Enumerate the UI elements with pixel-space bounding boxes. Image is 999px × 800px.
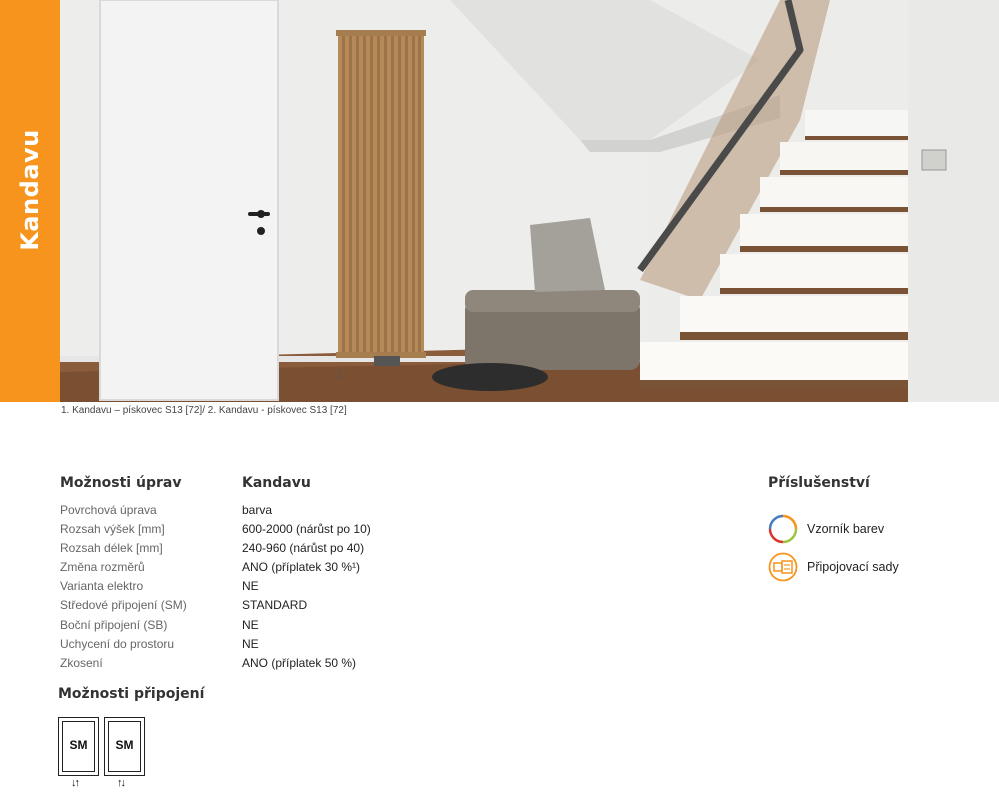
product-photo [60,0,999,402]
connection-heading: Možnosti připojení [58,686,205,702]
spec-value: barva [242,503,273,517]
side-tab [0,0,60,402]
photo-number-label: 2. [338,370,346,381]
spec-label: Varianta elektro [60,579,144,593]
photo-caption: 1. Kandavu – pískovec S13 [72]/ 2. Kandavu - pískovec S13 [72] [61,405,347,416]
connection-kit-icon [768,552,798,582]
color-swatch-icon [768,514,798,544]
product-heading: Kandavu [242,475,311,491]
interior-illustration [60,0,999,402]
spec-value: NE [242,579,259,593]
connection-type-label: SM [69,738,88,752]
spec-label: Boční připojení (SB) [60,618,168,632]
accessory-label: Vzorník barev [807,522,885,536]
spec-value: ANO (příplatek 30 %¹) [242,560,361,574]
connection-type-label: SM [115,738,134,752]
spec-value: NE [242,618,259,632]
options-heading: Možnosti úprav [60,475,182,491]
spec-label: Rozsah výšek [mm] [60,522,165,536]
spec-value: NE [242,637,259,651]
connection-diagram-sm-2 [104,717,145,776]
accessory-color-swatch[interactable] [768,514,884,544]
spec-label: Změna rozměrů [60,560,145,574]
spec-label: Zkosení [60,656,103,670]
spec-value: STANDARD [242,598,308,612]
accessory-connection-kit[interactable] [768,552,899,582]
connection-arrows-icon: ↓↑ [71,777,78,789]
accessory-label: Připojovací sady [807,560,899,574]
spec-label: Rozsah délek [mm] [60,541,163,555]
spec-label: Středové připojení (SM) [60,598,187,612]
spec-label: Uchycení do prostoru [60,637,175,651]
spec-value: ANO (příplatek 50 %) [242,656,357,670]
spec-label: Povrchová úprava [60,503,157,517]
connection-diagram-sm-1 [58,717,99,776]
connection-arrows-icon: ↑↓ [117,777,124,789]
product-title-vertical: Kandavu [16,129,44,251]
spec-value: 600-2000 (nárůst po 10) [242,522,371,536]
accessories-heading: Příslušenství [768,475,870,491]
spec-value: 240-960 (nárůst po 40) [242,541,365,555]
